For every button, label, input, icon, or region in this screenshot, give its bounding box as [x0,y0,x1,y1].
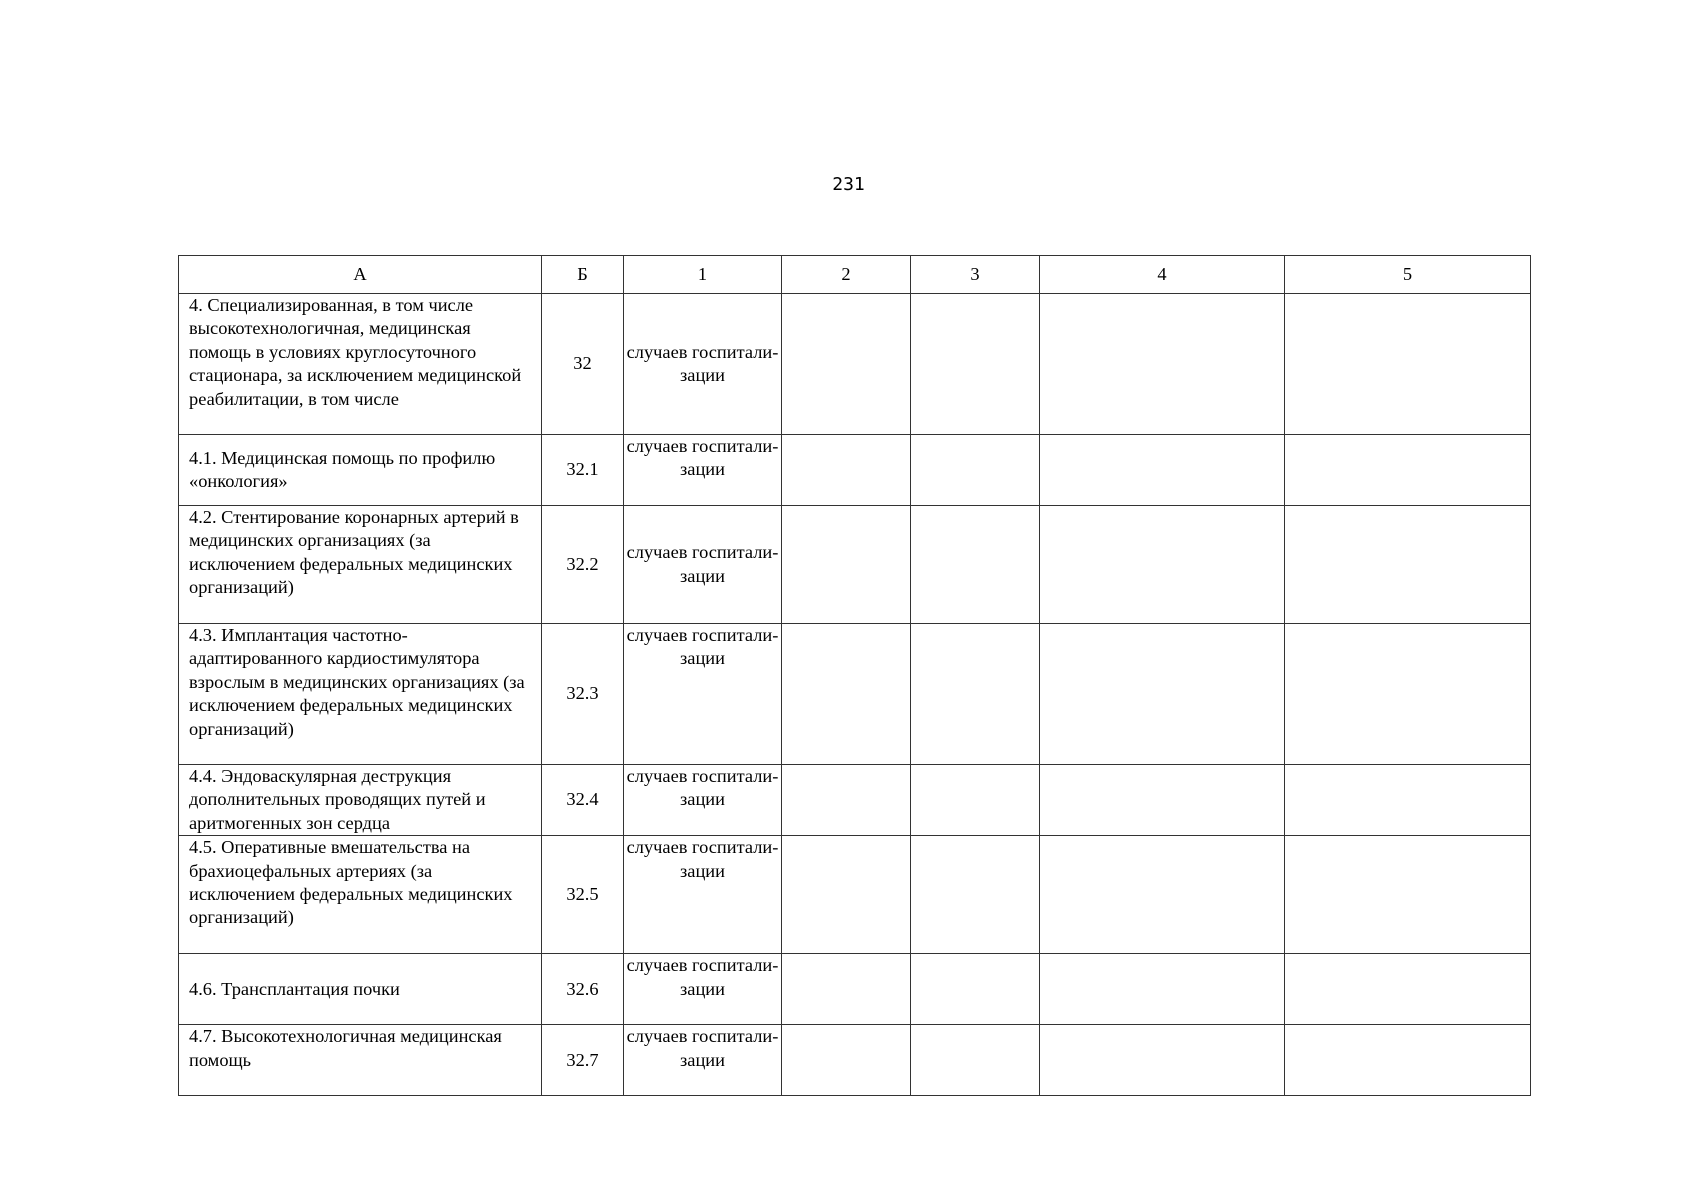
row-value-col-2 [782,624,911,765]
row-value-col-4 [1040,294,1285,435]
row-value-col-3 [911,836,1040,954]
row-value-col-3 [911,294,1040,435]
table-header-row [179,256,1531,294]
header-col-b: Б [542,256,624,294]
row-value-col-5 [1285,765,1531,836]
row-unit: случаев госпитали-зации [624,1025,782,1096]
row-label: 4.6. Трансплантация почки [179,954,542,1025]
table-row [179,954,1531,1025]
header-col-a: А [179,256,542,294]
row-value-col-2 [782,506,911,624]
row-code: 32.4 [542,765,624,836]
row-value-col-5 [1285,1025,1531,1096]
row-value-col-4 [1040,435,1285,506]
row-value-col-3 [911,954,1040,1025]
row-code: 32.2 [542,506,624,624]
row-value-col-2 [782,765,911,836]
row-unit: случаев госпитали-зации [624,765,782,836]
row-value-col-4 [1040,1025,1285,1096]
header-col-3: 3 [911,256,1040,294]
row-label: 4.3. Имплантация частотно-адаптированного кардиостимулятора взрослым в медицинских организациях (за исключением федеральных медицинских организаций) [179,624,542,765]
header-col-2: 2 [782,256,911,294]
row-value-col-5 [1285,294,1531,435]
row-value-col-4 [1040,506,1285,624]
row-label: 4. Специализированная, в том числе высокотехнологичная, медицинская помощь в условиях круглосуточного стационара, за исключением медицинской реабилитации, в том числе [179,294,542,435]
row-unit: случаев госпитали-зации [624,435,782,506]
header-col-4: 4 [1040,256,1285,294]
row-value-col-3 [911,624,1040,765]
row-code: 32.5 [542,836,624,954]
row-unit: случаев госпитали-зации [624,836,782,954]
table-row [179,1025,1531,1096]
row-value-col-2 [782,836,911,954]
row-value-col-4 [1040,765,1285,836]
row-code: 32 [542,294,624,435]
header-col-5: 5 [1285,256,1531,294]
row-code: 32.6 [542,954,624,1025]
row-value-col-4 [1040,954,1285,1025]
row-code: 32.7 [542,1025,624,1096]
table-row [179,294,1531,435]
row-value-col-3 [911,435,1040,506]
row-value-col-5 [1285,624,1531,765]
row-unit: случаев госпитали-зации [624,624,782,765]
table-row [179,435,1531,506]
row-unit: случаев госпитали-зации [624,954,782,1025]
row-value-col-2 [782,435,911,506]
row-label: 4.1. Медицинская помощь по профилю «онкология» [179,435,542,506]
row-label: 4.5. Оперативные вмешательства на брахиоцефальных артериях (за исключением федеральных медицинских организаций) [179,836,542,954]
row-unit: случаев госпитали-зации [624,506,782,624]
page-number: 231 [832,174,865,195]
table-row [179,765,1531,836]
header-col-1: 1 [624,256,782,294]
row-value-col-5 [1285,954,1531,1025]
row-value-col-2 [782,294,911,435]
table-row [179,836,1531,954]
row-unit: случаев госпитали-зации [624,294,782,435]
table-row [179,506,1531,624]
row-value-col-3 [911,1025,1040,1096]
row-value-col-3 [911,765,1040,836]
row-value-col-5 [1285,836,1531,954]
row-value-col-2 [782,954,911,1025]
row-code: 32.3 [542,624,624,765]
row-value-col-4 [1040,836,1285,954]
data-table [178,255,1531,1096]
row-label: 4.4. Эндоваскулярная деструкция дополнительных проводящих путей и аритмогенных зон сердца [179,765,542,836]
row-value-col-3 [911,506,1040,624]
row-label: 4.7. Высокотехнологичная медицинская помощь [179,1025,542,1096]
row-value-col-2 [782,1025,911,1096]
table-row [179,624,1531,765]
row-code: 32.1 [542,435,624,506]
row-value-col-5 [1285,435,1531,506]
row-value-col-4 [1040,624,1285,765]
row-value-col-5 [1285,506,1531,624]
row-label: 4.2. Стентирование коронарных артерий в медицинских организациях (за исключением федеральных медицинских организаций) [179,506,542,624]
